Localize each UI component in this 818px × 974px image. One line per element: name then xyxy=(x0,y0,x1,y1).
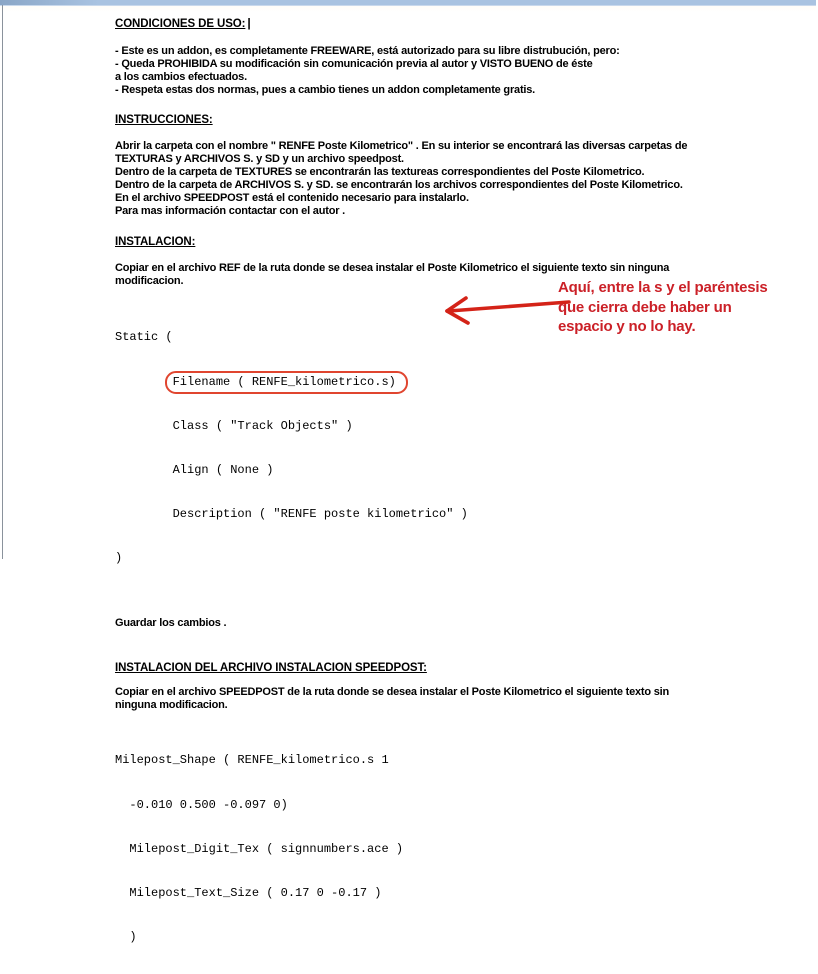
code-indent xyxy=(115,463,173,477)
section-instrucciones-heading-row xyxy=(115,110,815,128)
text-line: ninguna modificacion. xyxy=(115,699,228,712)
speedpost-code-block xyxy=(115,724,815,974)
text-line: - Queda PROHIBIDA su modificación sin comunicación previa al autor y VISTO BUENO de éste xyxy=(115,58,593,70)
text-line: Dentro de la carpeta de TEXTURES se encontrarán las textureas correspondientes del Poste Kilometrico. xyxy=(115,166,645,178)
code-line: Milepost_Digit_Tex ( signnumbers.ace ) xyxy=(115,841,404,856)
code-line-filename xyxy=(115,375,815,390)
ref-code-block xyxy=(115,301,815,595)
section-heading-instalacion-speedpost: INSTALACION DEL ARCHIVO INSTALACION SPEEDPOST: xyxy=(115,662,427,675)
code-indent xyxy=(115,375,173,389)
annotation-line: Aquí, entre la s y el paréntesis xyxy=(558,279,768,296)
code-indent xyxy=(115,419,173,433)
window-left-edge xyxy=(2,5,3,559)
code-line: Description ( "RENFE poste kilometrico" ) xyxy=(115,507,815,522)
code-line: Class ( "Track Objects" ) xyxy=(115,419,815,434)
annotation-circle xyxy=(165,371,408,394)
code-line: Milepost_Text_Size ( 0.17 0 -0.17 ) xyxy=(115,885,382,900)
condiciones-paragraph xyxy=(115,45,815,97)
section-heading-condiciones: CONDICIONES DE USO: xyxy=(115,18,246,30)
annotation-line: espacio y no lo hay. xyxy=(558,318,696,335)
code-filename-text: Filename ( RENFE_kilometrico.s) xyxy=(172,374,396,389)
code-line: ) xyxy=(115,550,123,565)
text-line: Abrir la carpeta con el nombre " RENFE Poste Kilometrico" . En su interior se encontrará las diversas carpetas de xyxy=(115,140,688,152)
instrucciones-paragraph xyxy=(115,140,815,218)
text-line: Para mas información contactar con el autor . xyxy=(115,205,346,217)
text-line: Dentro de la carpeta de ARCHIVOS S. y SD. se encontrarán los archivos correspondientes del Poste Kilometrico. xyxy=(115,179,683,191)
code-line: Milepost_Shape ( RENFE_kilometrico.s 1 xyxy=(115,753,389,768)
text-line: a los cambios efectuados. xyxy=(115,71,247,83)
text-line: - Este es un addon, es completamente FREEWARE, está autorizado para su libre distrubución, pero: xyxy=(115,45,620,57)
guardar-row xyxy=(115,613,815,631)
section-heading-instrucciones: INSTRUCCIONES: xyxy=(115,114,213,126)
code-line: Static ( xyxy=(115,330,173,345)
section-condiciones-heading-row xyxy=(115,14,815,32)
text-line: Copiar en el archivo SPEEDPOST de la ruta donde se desea instalar el Poste Kilometrico el siguiente texto sin xyxy=(115,686,670,699)
code-line: Align ( None ) xyxy=(115,463,815,478)
code-indent xyxy=(115,507,173,521)
annotation-note xyxy=(558,278,818,337)
speedpost-paragraph xyxy=(115,686,815,712)
text-line: En el archivo SPEEDPOST está el contenido necesario para instalarlo. xyxy=(115,192,469,204)
document-content xyxy=(115,0,815,974)
annotation-arrow-icon xyxy=(437,293,573,327)
text-cursor: | xyxy=(247,16,251,30)
section-speedpost-heading-row xyxy=(115,658,815,676)
annotation-line: que cierra debe haber un xyxy=(558,298,732,316)
section-heading-instalacion: INSTALACION: xyxy=(115,236,196,248)
text-line: modificacion. xyxy=(115,275,184,287)
text-line: TEXTURAS y ARCHIVOS S. y SD y un archivo speedpost. xyxy=(115,153,404,165)
text-line: - Respeta estas dos normas, pues a cambio tienes un addon completamente gratis. xyxy=(115,84,536,96)
code-line: ) xyxy=(115,929,137,944)
text-line: Copiar en el archivo REF de la ruta donde se desea instalar el Poste Kilometrico el siguiente texto sin ninguna xyxy=(115,262,670,274)
guardar-text: Guardar los cambios . xyxy=(115,617,227,630)
code-line: -0.010 0.500 -0.097 0) xyxy=(115,797,288,812)
section-instalacion-heading-row xyxy=(115,232,815,250)
